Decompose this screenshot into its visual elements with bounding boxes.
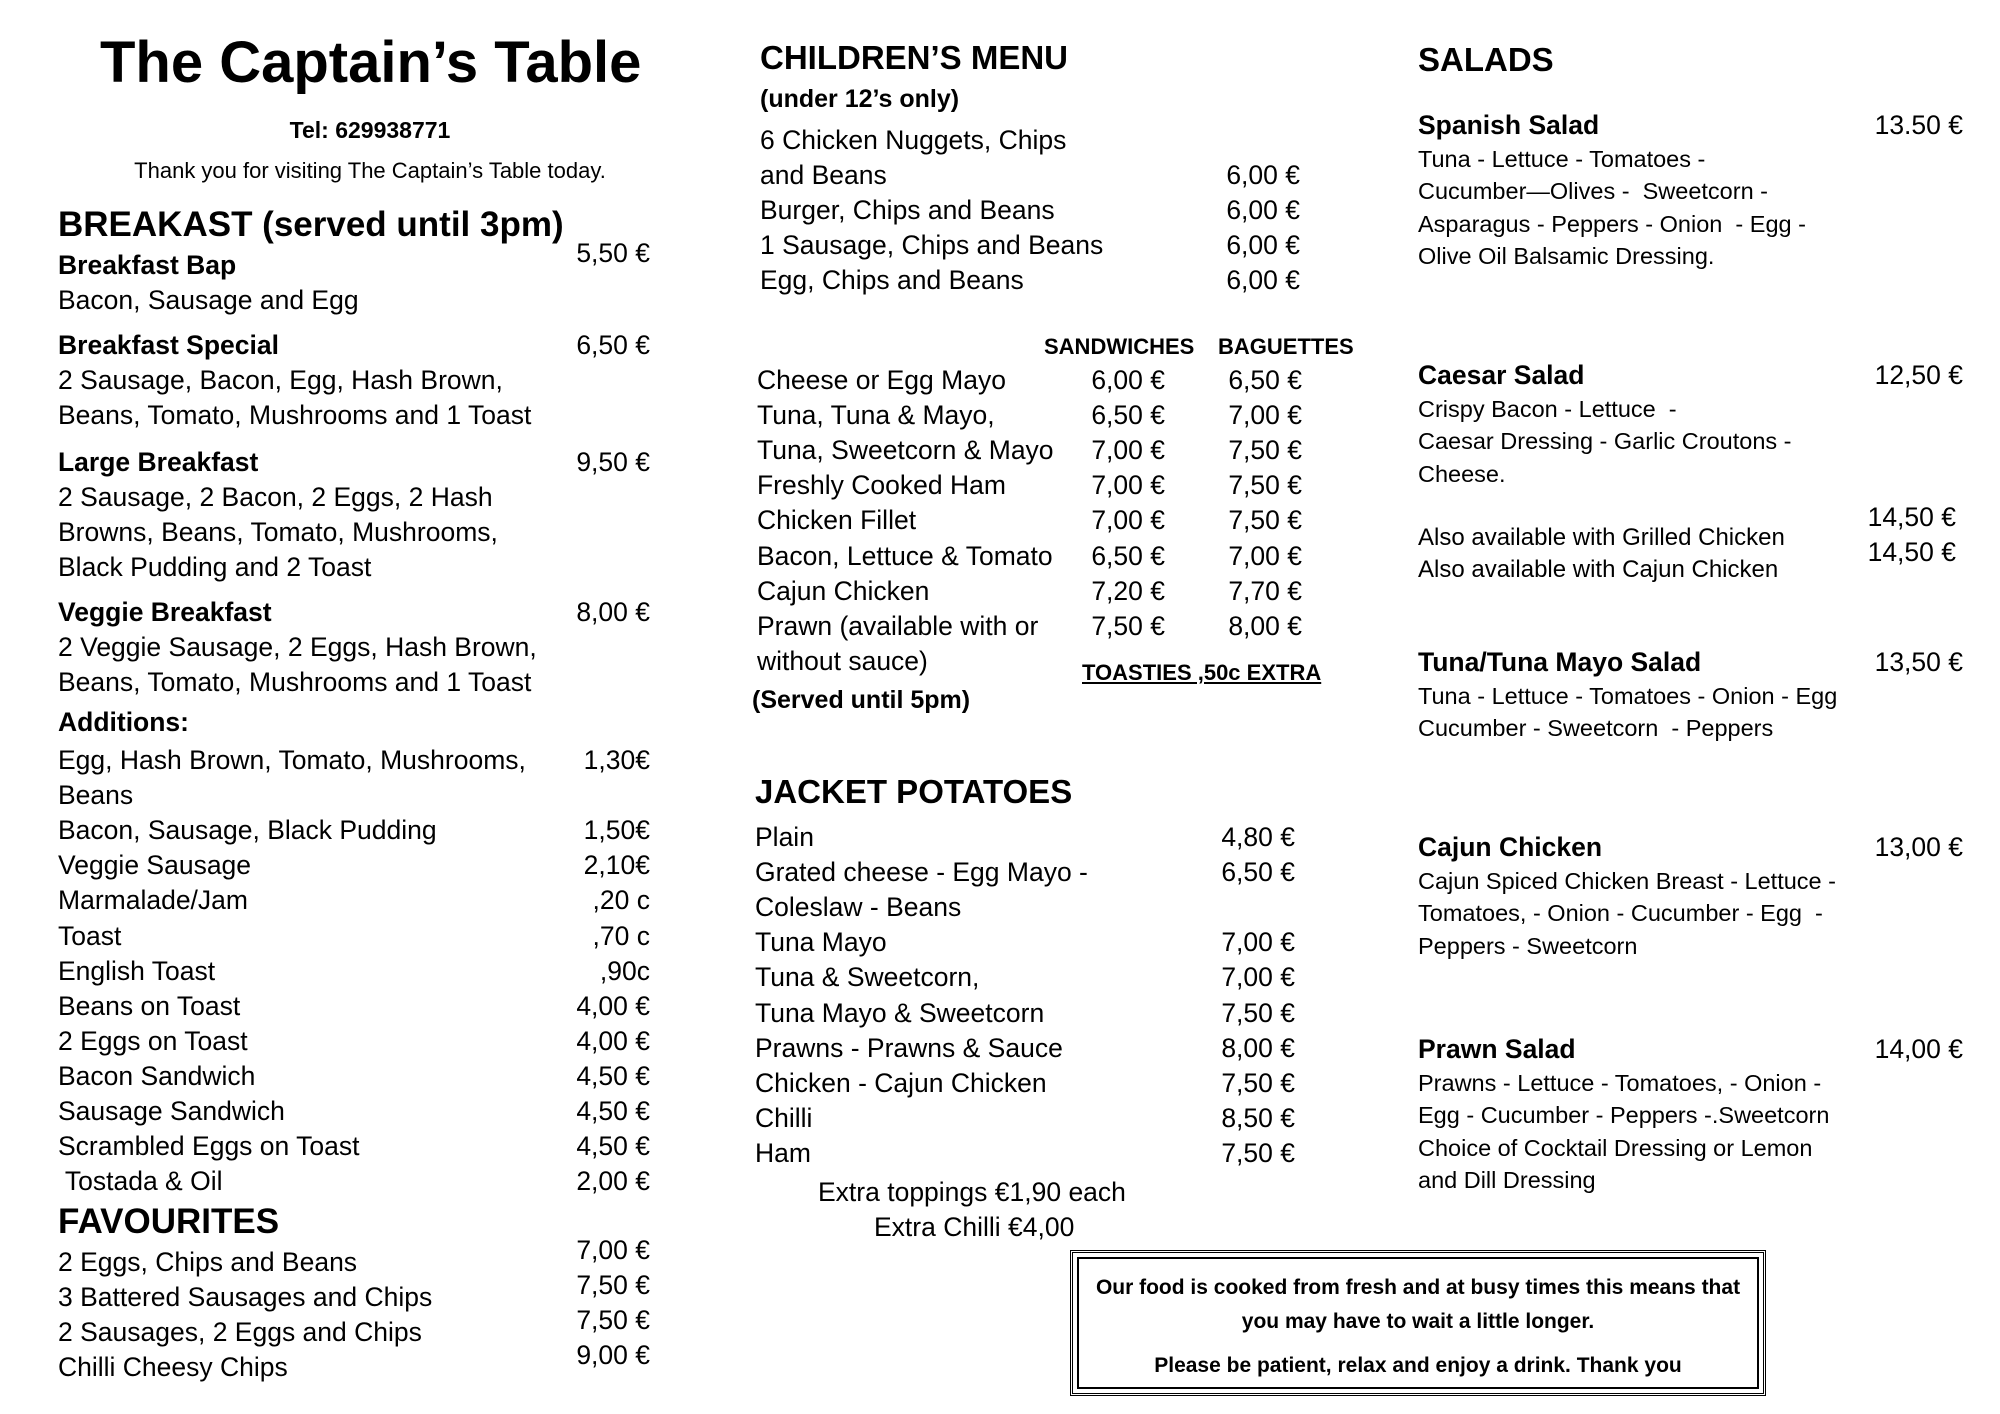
addition-item-name: Bacon, Sausage, Black Pudding xyxy=(58,815,437,845)
addition-item-name: English Toast xyxy=(58,956,216,986)
sandwich-price: 7,00 € xyxy=(1091,435,1165,465)
baguette-price: 7,50 € xyxy=(1228,505,1302,535)
breakfast-item-desc: Browns, Beans, Tomato, Mushrooms, xyxy=(58,517,498,547)
restaurant-title: The Captain’s Table xyxy=(100,30,642,95)
breakfast-item-name: Breakfast Special xyxy=(58,330,279,360)
addition-item-name: Egg, Hash Brown, Tomato, Mushrooms, xyxy=(58,745,526,775)
jacket-item-price: 7,00 € xyxy=(1221,962,1295,992)
salad-name: Tuna/Tuna Mayo Salad xyxy=(1418,647,1702,677)
favourite-item-name: 2 Sausages, 2 Eggs and Chips xyxy=(58,1317,422,1347)
baguette-price: 6,50 € xyxy=(1228,365,1302,395)
jacket-item-price: 8,50 € xyxy=(1221,1103,1295,1133)
notice-line-1: Our food is cooked from fresh and at busy times this means that xyxy=(1095,1276,1741,1299)
addition-item-price: 4,00 € xyxy=(576,991,650,1021)
salad-description-line: Caesar Dressing - Garlic Croutons - xyxy=(1418,428,1792,454)
salad-description-line: Cheese. xyxy=(1418,461,1506,487)
baguettes-column-header: BAGUETTES xyxy=(1218,334,1354,359)
jacket-item-price: 7,50 € xyxy=(1221,998,1295,1028)
salad-description-line: Prawns - Lettuce - Tomatoes, - Onion - xyxy=(1418,1070,1822,1096)
breakfast-item-desc: Beans, Tomato, Mushrooms and 1 Toast xyxy=(58,400,532,430)
salad-name: Spanish Salad xyxy=(1418,110,1600,140)
salad-description-line: Cucumber—Olives - Sweetcorn - xyxy=(1418,178,1768,204)
baguette-price: 8,00 € xyxy=(1228,611,1302,641)
sandwich-price: 7,00 € xyxy=(1091,505,1165,535)
children-item-price: 6,00 € xyxy=(1226,230,1300,260)
jacket-item-name: Coleslaw - Beans xyxy=(755,892,962,922)
baguette-price: 7,00 € xyxy=(1228,541,1302,571)
breakfast-heading: BREAKAST (served until 3pm) xyxy=(58,205,564,244)
children-item-name: Burger, Chips and Beans xyxy=(760,195,1055,225)
sandwich-row-name: Tuna, Sweetcorn & Mayo xyxy=(757,435,1054,465)
salad-description-line: Choice of Cocktail Dressing or Lemon xyxy=(1418,1135,1813,1161)
jacket-item-name: Prawns - Prawns & Sauce xyxy=(755,1033,1063,1063)
salad-description-line: Asparagus - Peppers - Onion - Egg - xyxy=(1418,211,1806,237)
breakfast-item-price: 8,00 € xyxy=(576,597,650,627)
addition-item-price: 4,00 € xyxy=(576,1026,650,1056)
favourite-item-price: 7,50 € xyxy=(576,1270,650,1300)
baguette-price: 7,70 € xyxy=(1228,576,1302,606)
salad-description-line: Cajun Spiced Chicken Breast - Lettuce - xyxy=(1418,868,1836,894)
breakfast-item-name: Veggie Breakfast xyxy=(58,597,272,627)
sandwich-price: 6,00 € xyxy=(1091,365,1165,395)
favourite-item-price: 7,00 € xyxy=(576,1235,650,1265)
salad-description-line: Tomatoes, - Onion - Cucumber - Egg - xyxy=(1418,900,1823,926)
favourites-heading: FAVOURITES xyxy=(58,1202,280,1241)
baguette-price: 7,00 € xyxy=(1228,400,1302,430)
addition-item-price: 4,50 € xyxy=(576,1096,650,1126)
jacket-item-name: Tuna Mayo & Sweetcorn xyxy=(755,998,1045,1028)
children-item-name: and Beans xyxy=(760,160,887,190)
children-item-price: 6,00 € xyxy=(1226,160,1300,190)
breakfast-item-price: 5,50 € xyxy=(576,238,650,268)
salad-description-line: Egg - Cucumber - Peppers -.Sweetcorn xyxy=(1418,1102,1830,1128)
jacket-item-price: 4,80 € xyxy=(1221,822,1295,852)
salad-name: Cajun Chicken xyxy=(1418,832,1603,862)
sandwich-row-name: Chicken Fillet xyxy=(757,505,917,535)
jacket-item-price: 6,50 € xyxy=(1221,857,1295,887)
notice-box xyxy=(1070,1250,1766,1396)
addition-item-name: Scrambled Eggs on Toast xyxy=(58,1131,360,1161)
sandwich-row-name: Bacon, Lettuce & Tomato xyxy=(757,541,1053,571)
children-item-name: 6 Chicken Nuggets, Chips xyxy=(760,125,1067,155)
salad-price: 14,00 € xyxy=(1874,1034,1963,1064)
addition-item-name: Bacon Sandwich xyxy=(58,1061,256,1091)
jacket-item-price: 7,00 € xyxy=(1221,927,1295,957)
telephone: Tel: 629938771 xyxy=(289,117,451,143)
salad-description-line: Olive Oil Balsamic Dressing. xyxy=(1418,243,1715,269)
extra-chilli-note: Extra Chilli €4,00 xyxy=(874,1212,1075,1242)
baguette-price: 7,50 € xyxy=(1228,435,1302,465)
sandwich-row-name: Cheese or Egg Mayo xyxy=(757,365,1006,395)
served-until-note: (Served until 5pm) xyxy=(752,686,971,714)
addition-item-price: 1,30€ xyxy=(583,745,650,775)
breakfast-item-desc: Bacon, Sausage and Egg xyxy=(58,285,359,315)
caesar-option-price: 14,50 € xyxy=(1867,537,1956,567)
extra-toppings-note: Extra toppings €1,90 each xyxy=(818,1177,1126,1207)
toasties-note: TOASTIES ,50c EXTRA xyxy=(1082,660,1322,685)
salad-price: 13.50 € xyxy=(1874,110,1963,140)
salads-heading: SALADS xyxy=(1418,41,1554,78)
jacket-item-name: Chilli xyxy=(755,1103,813,1133)
salad-description-line: Peppers - Sweetcorn xyxy=(1418,933,1638,959)
addition-item-name: Tostada & Oil xyxy=(58,1166,223,1196)
jacket-item-name: Plain xyxy=(755,822,814,852)
children-item-price: 6,00 € xyxy=(1226,265,1300,295)
notice-line-3: Please be patient, relax and enjoy a drink. Thank you xyxy=(1154,1354,1682,1377)
salad-name: Prawn Salad xyxy=(1418,1034,1576,1064)
addition-item-name: Marmalade/Jam xyxy=(58,885,248,915)
notice-line-2: you may have to wait a little longer. xyxy=(1241,1310,1595,1333)
salad-description-line: Tuna - Lettuce - Tomatoes - Onion - Egg xyxy=(1418,683,1838,709)
addition-item-name: 2 Eggs on Toast xyxy=(58,1026,248,1056)
breakfast-item-name: Breakfast Bap xyxy=(58,250,237,280)
salad-description-line: and Dill Dressing xyxy=(1418,1167,1596,1193)
breakfast-item-desc: 2 Veggie Sausage, 2 Eggs, Hash Brown, xyxy=(58,632,537,662)
sandwich-price: 7,20 € xyxy=(1091,576,1165,606)
breakfast-item-desc: Black Pudding and 2 Toast xyxy=(58,552,372,582)
salad-description-line: Crispy Bacon - Lettuce - xyxy=(1418,396,1677,422)
addition-item-name: Sausage Sandwich xyxy=(58,1096,285,1126)
salad-price: 12,50 € xyxy=(1874,360,1963,390)
children-menu-heading: CHILDREN’S MENU xyxy=(760,39,1069,76)
sandwich-price: 6,50 € xyxy=(1091,400,1165,430)
breakfast-item-desc: 2 Sausage, Bacon, Egg, Hash Brown, xyxy=(58,365,503,395)
sandwiches-column-header: SANDWICHES xyxy=(1044,334,1195,359)
sandwich-row-name: Freshly Cooked Ham xyxy=(757,470,1006,500)
children-menu-subheading: (under 12’s only) xyxy=(760,85,960,113)
jacket-item-name: Tuna Mayo xyxy=(755,927,887,957)
favourite-item-name: 3 Battered Sausages and Chips xyxy=(58,1282,433,1312)
sandwich-price: 7,00 € xyxy=(1091,470,1165,500)
salad-description-line: Cucumber - Sweetcorn - Peppers xyxy=(1418,715,1774,741)
favourite-item-price: 9,00 € xyxy=(576,1340,650,1370)
jacket-item-name: Chicken - Cajun Chicken xyxy=(755,1068,1047,1098)
caesar-option-text: Also available with Grilled Chicken xyxy=(1418,524,1785,551)
jacket-item-price: 7,50 € xyxy=(1221,1068,1295,1098)
breakfast-item-desc: 2 Sausage, 2 Bacon, 2 Eggs, 2 Hash xyxy=(58,482,493,512)
salad-price: 13,00 € xyxy=(1874,832,1963,862)
addition-item-name: Toast xyxy=(58,921,122,951)
jacket-potatoes-heading: JACKET POTATOES xyxy=(755,773,1073,810)
addition-item-name: Beans on Toast xyxy=(58,991,241,1021)
caesar-option-text: Also available with Cajun Chicken xyxy=(1418,556,1779,583)
sandwich-price: 6,50 € xyxy=(1091,541,1165,571)
addition-item-price: 4,50 € xyxy=(576,1131,650,1161)
baguette-price: 7,50 € xyxy=(1228,470,1302,500)
salad-name: Caesar Salad xyxy=(1418,360,1585,390)
addition-item-price: 2,10€ xyxy=(583,850,650,880)
addition-item-price: ,70 c xyxy=(592,921,650,951)
sandwich-row-name: Cajun Chicken xyxy=(757,576,930,606)
favourite-item-name: Chilli Cheesy Chips xyxy=(58,1352,288,1382)
addition-item-price: ,90c xyxy=(599,956,650,986)
addition-item-price: 4,50 € xyxy=(576,1061,650,1091)
children-item-name: 1 Sausage, Chips and Beans xyxy=(760,230,1104,260)
caesar-option-price: 14,50 € xyxy=(1867,502,1956,532)
sandwich-row-name: without sauce) xyxy=(757,646,928,676)
breakfast-item-price: 9,50 € xyxy=(576,447,650,477)
addition-item-name: Beans xyxy=(58,780,134,810)
jacket-item-name: Tuna & Sweetcorn, xyxy=(755,962,980,992)
sandwich-price: 7,50 € xyxy=(1091,611,1165,641)
salad-price: 13,50 € xyxy=(1874,647,1963,677)
jacket-item-price: 7,50 € xyxy=(1221,1138,1295,1168)
jacket-item-price: 8,00 € xyxy=(1221,1033,1295,1063)
breakfast-item-name: Large Breakfast xyxy=(58,447,259,477)
breakfast-item-desc: Beans, Tomato, Mushrooms and 1 Toast xyxy=(58,667,532,697)
sandwich-row-name: Tuna, Tuna & Mayo, xyxy=(757,400,995,430)
thank-you-text: Thank you for visiting The Captain’s Table today. xyxy=(134,158,606,183)
jacket-item-name: Ham xyxy=(755,1138,811,1168)
addition-item-price: 2,00 € xyxy=(576,1166,650,1196)
additions-heading: Additions: xyxy=(58,707,189,737)
addition-item-price: 1,50€ xyxy=(583,815,650,845)
addition-item-name: Veggie Sausage xyxy=(58,850,252,880)
favourite-item-name: 2 Eggs, Chips and Beans xyxy=(58,1247,358,1277)
sandwich-row-name: Prawn (available with or xyxy=(757,611,1039,641)
breakfast-item-price: 6,50 € xyxy=(576,330,650,360)
children-item-name: Egg, Chips and Beans xyxy=(760,265,1024,295)
salad-description-line: Tuna - Lettuce - Tomatoes - xyxy=(1418,146,1706,172)
jacket-item-name: Grated cheese - Egg Mayo - xyxy=(755,857,1088,887)
children-item-price: 6,00 € xyxy=(1226,195,1300,225)
addition-item-price: ,20 c xyxy=(592,885,650,915)
favourite-item-price: 7,50 € xyxy=(576,1305,650,1335)
